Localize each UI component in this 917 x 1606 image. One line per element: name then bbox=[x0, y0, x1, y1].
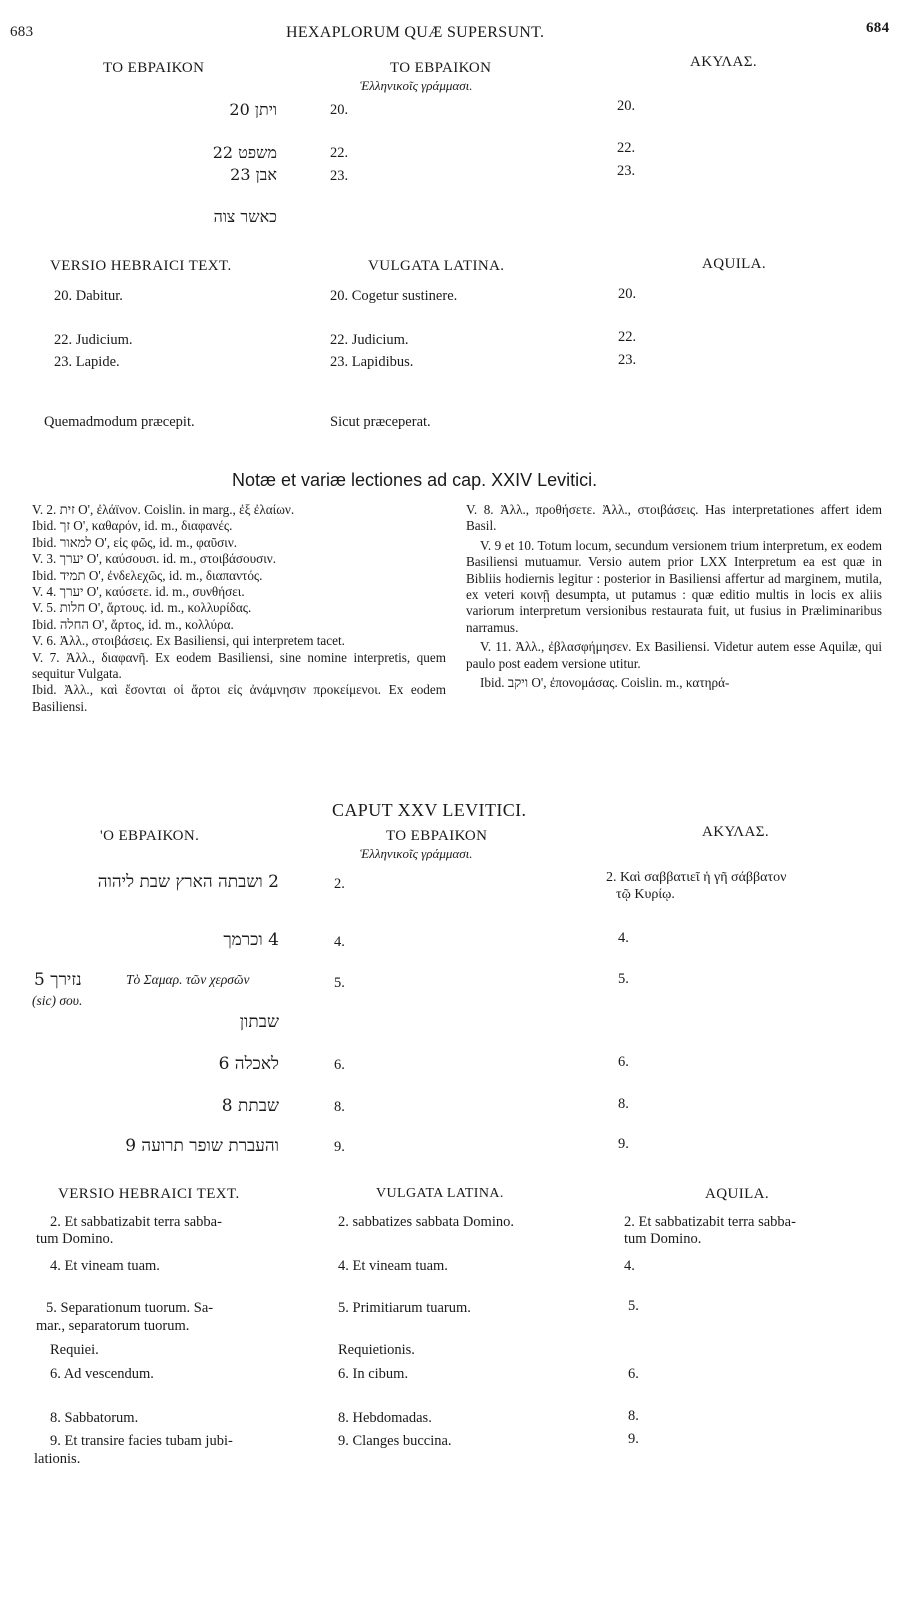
aquila-latin-line: 4. bbox=[624, 1258, 635, 1274]
aquila-verse-number: 5. bbox=[618, 971, 629, 987]
hebrew-line: כאשר צוה bbox=[213, 207, 277, 226]
note-entry: V. 4. יערך Ο', καύσετε. id. m., συνθήσει. bbox=[32, 584, 245, 600]
versio-line: 6. Ad vescendum. bbox=[50, 1366, 154, 1382]
col-aquila-latin-heading: AQUILA. bbox=[705, 1186, 770, 1202]
aquila-latin-line: 8. bbox=[628, 1408, 639, 1424]
col-aquila-heading: ΑΚΥΛΑΣ. bbox=[702, 824, 770, 840]
aquila-verse-number: 8. bbox=[618, 1096, 629, 1112]
aquila-verse-number: 6. bbox=[618, 1054, 629, 1070]
col-hebrew-heading: 'Ο ΕΒΡΑΙΚΟΝ. bbox=[100, 828, 200, 844]
page-number-right: 684 bbox=[866, 20, 890, 36]
vulgata-line: Requietionis. bbox=[338, 1342, 415, 1358]
hebrew-line: אבן 23 bbox=[230, 165, 277, 184]
col-versio-heading: VERSIO HEBRAICI TEXT. bbox=[58, 1186, 240, 1202]
col-hebrew-greek-heading: ΤΟ ΕΒΡΑΙΚΟΝ bbox=[386, 828, 488, 844]
hebrew-line: נזירך 5 bbox=[34, 970, 82, 990]
versio-line: 9. Et transire facies tubam jubi- bbox=[50, 1433, 233, 1449]
aquila-verse-number: 9. bbox=[618, 1136, 629, 1152]
hebrew-line: 4 וכרמך bbox=[223, 930, 279, 950]
vulgata-line: 4. Et vineam tuam. bbox=[338, 1258, 448, 1274]
note-entry: Ibid. ויקב Ο', ἐπονομάσας. Coislin. m., κατηρά- bbox=[480, 675, 730, 691]
col-versio-heading: VERSIO HEBRAICI TEXT. bbox=[50, 258, 232, 274]
versio-line: 20. Dabitur. bbox=[54, 288, 123, 304]
hebrew-line: שבתת 8 bbox=[221, 1096, 279, 1116]
aquila-latin-line: 2. Et sabbatizabit terra sabba- bbox=[624, 1214, 796, 1230]
vulgata-line: 2. sabbatizes sabbata Domino. bbox=[338, 1214, 514, 1230]
aquila-greek-line: 2. Καὶ σαββατιεῖ ἡ γῆ σάββατον bbox=[606, 870, 787, 885]
note-entry: Ibid. החלה Ο', ἄρτος, id. m., κολλύρα. bbox=[32, 616, 234, 632]
note-entry: Ibid. למאור Ο', εἰς φῶς, id. m., φαῦσιν. bbox=[32, 534, 238, 550]
note-entry: Ibid. תמיד Ο', ἐνδελεχῶς, id. m., διαπαντός. bbox=[32, 567, 263, 583]
greek-verse-number: 20. bbox=[330, 102, 349, 118]
hebrew-line: לאכלה 6 bbox=[218, 1054, 279, 1074]
col-hebrew-heading: ΤΟ ΕΒΡΑΙΚΟΝ bbox=[103, 60, 205, 76]
hebrew-line: 2 ושבתה הארץ שבת ליהוה bbox=[97, 872, 279, 892]
greek-verse-number: 6. bbox=[334, 1057, 345, 1073]
col-hebrew-greek-subheading: Ἑλληνικοῖς γράμμασι. bbox=[360, 846, 473, 861]
vulgata-line: 5. Primitiarum tuarum. bbox=[338, 1300, 471, 1316]
hebrew-line: משפט 22 bbox=[212, 143, 277, 162]
note-entry: V. 5. חלות Ο', ἄρτους. id. m., κολλυρίδας. bbox=[32, 600, 252, 616]
hebrew-line: ויתן 20 bbox=[229, 100, 277, 119]
versio-line: Quemadmodum præcepit. bbox=[44, 414, 195, 430]
versio-line: 23. Lapide. bbox=[54, 354, 120, 370]
hebrew-line: שבתון bbox=[239, 1012, 279, 1032]
vulgata-line: 22. Judicium. bbox=[330, 332, 409, 348]
aquila-verse-number: 22. bbox=[617, 140, 636, 156]
col-aquila-heading: ΑΚΥΛΑΣ. bbox=[690, 54, 758, 70]
greek-verse-number: 5. bbox=[334, 975, 345, 991]
vulgata-line: 6. In cibum. bbox=[338, 1366, 409, 1382]
aquila-latin-line: 20. bbox=[618, 286, 637, 302]
greek-verse-number: 22. bbox=[330, 145, 349, 161]
notes-right-column bbox=[466, 502, 882, 691]
aquila-latin-line: tum Domino. bbox=[624, 1231, 702, 1247]
versio-line: mar., separatorum tuorum. bbox=[36, 1318, 190, 1334]
note-entry: V. 3. יערך Ο', καύσουσι. id. m., στοιβάσουσιν. bbox=[32, 551, 277, 567]
note-entry: V. 11. Ἀλλ., ἐβλασφήμησεν. Ex Basiliensi. Videtur autem esse Aquilæ, qui paulo post eadem versione utitur. bbox=[466, 639, 882, 671]
aquila-verse-number: 20. bbox=[617, 98, 636, 114]
aquila-verse-number: 4. bbox=[618, 930, 629, 946]
note-entry: V. 6. Ἀλλ., στοιβάσεις. Ex Basiliensi, qui interpretem tacet. bbox=[32, 633, 345, 649]
samaritan-note: (sic) σου. bbox=[32, 993, 83, 1008]
col-vulgata-heading: VULGATA LATINA. bbox=[368, 258, 505, 274]
versio-line: lationis. bbox=[34, 1451, 81, 1467]
greek-verse-number: 8. bbox=[334, 1099, 345, 1115]
page-number-left: 683 bbox=[10, 24, 34, 40]
aquila-verse-number: 23. bbox=[617, 163, 636, 179]
hebrew-line: והעברת שופר תרועה 9 bbox=[125, 1136, 279, 1156]
note-entry: V. 9 et 10. Totum locum, secundum versionem trium interpretum, ex eodem Basiliensi mutuamur. Versio autem prior LXX Interpretum ea est quæ in Bibliis hodiernis legitur : posterior in Basiliensi affertur ad marginem, mutila, ex veteri κοινῇ desumpta, ut putamus : quæ editio multis in locis ex aliis variorum interpretum versionibus restaurata fuit, ut fusius in Præliminaribus narramus. bbox=[466, 537, 882, 635]
versio-line: 4. Et vineam tuam. bbox=[50, 1258, 160, 1274]
greek-verse-number: 4. bbox=[334, 934, 345, 950]
vulgata-line: Sicut præceperat. bbox=[330, 414, 431, 430]
note-entry: V. 8. Ἀλλ., προθήσετε. Ἀλλ., στοιβάσεις. Has interpretationes affert idem Basil. bbox=[466, 502, 882, 534]
greek-verse-number: 9. bbox=[334, 1139, 345, 1155]
note-entry: Ibid. Ἀλλ., καὶ ἔσονται οἱ ἄρτοι εἰς ἀνάμνησιν προκείμενοι. Ex eodem Basiliensi. bbox=[32, 682, 446, 714]
caput-title: CAPUT XXV LEVITICI. bbox=[332, 800, 527, 820]
versio-line: 5. Separationum tuorum. Sa- bbox=[46, 1300, 214, 1316]
versio-line: tum Domino. bbox=[36, 1231, 114, 1247]
versio-line: Requiei. bbox=[50, 1342, 99, 1358]
note-entry: V. 2. זית Ο', ἐλάϊνον. Coislin. in marg., ἐξ ἐλαίων. bbox=[32, 502, 295, 517]
aquila-latin-line: 9. bbox=[628, 1431, 639, 1447]
vulgata-line: 9. Clanges buccina. bbox=[338, 1433, 452, 1449]
versio-line: 2. Et sabbatizabit terra sabba- bbox=[50, 1214, 222, 1230]
vulgata-line: 23. Lapidibus. bbox=[330, 354, 414, 370]
vulgata-line: 20. Cogetur sustinere. bbox=[330, 288, 458, 304]
aquila-latin-line: 6. bbox=[628, 1366, 639, 1382]
note-entry: V. 7. Ἀλλ., διαφανῆ. Ex eodem Basiliensi, sine nomine interpretis, quem sequitur Vulgata. bbox=[32, 649, 446, 682]
samaritan-note: Τὸ Σαμαρ. τῶν χερσῶν bbox=[126, 972, 250, 987]
greek-verse-number: 23. bbox=[330, 168, 349, 184]
aquila-latin-line: 23. bbox=[618, 352, 637, 368]
aquila-greek-line: τῷ Κυρίῳ. bbox=[616, 887, 675, 902]
greek-verse-number: 2. bbox=[334, 876, 345, 892]
aquila-latin-line: 22. bbox=[618, 329, 637, 345]
col-aquila-latin-heading: AQUILA. bbox=[702, 256, 767, 272]
aquila-latin-line: 5. bbox=[628, 1298, 639, 1314]
versio-line: 22. Judicium. bbox=[54, 332, 133, 348]
col-hebrew-greek-subheading: Ἑλληνικοῖς γράμμασι. bbox=[360, 78, 473, 93]
note-entry: Ibid. זך Ο', καθαρόν, id. m., διαφανές. bbox=[32, 518, 233, 534]
col-hebrew-greek-heading: ΤΟ ΕΒΡΑΙΚΟΝ bbox=[390, 60, 492, 76]
col-vulgata-heading: VULGATA LATINA. bbox=[376, 1186, 504, 1201]
versio-line: 8. Sabbatorum. bbox=[50, 1410, 139, 1426]
notes-title: Notæ et variæ lectiones ad cap. XXIV Levitici. bbox=[232, 470, 598, 490]
vulgata-line: 8. Hebdomadas. bbox=[338, 1410, 432, 1426]
notes-left-column bbox=[32, 502, 446, 715]
running-title: HEXAPLORUM QUÆ SUPERSUNT. bbox=[286, 24, 545, 41]
